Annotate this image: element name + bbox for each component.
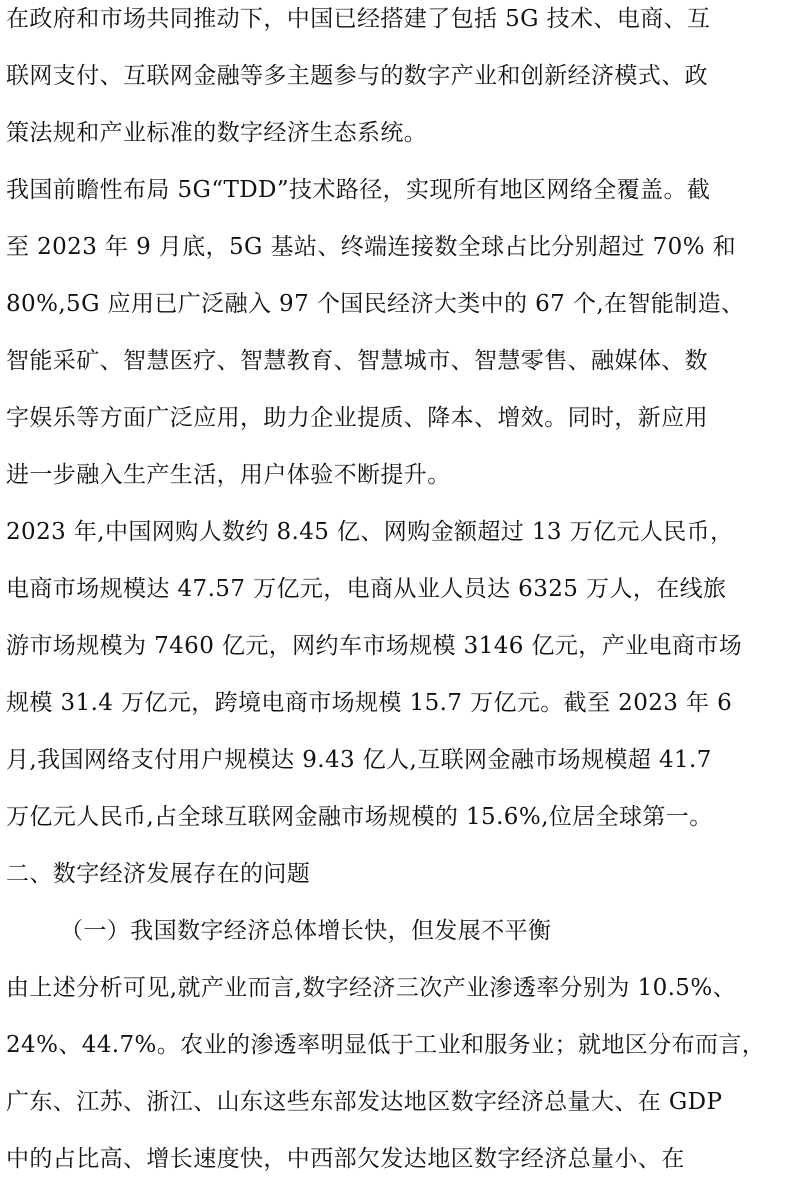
text-line: 我国前瞻性布局 5G“TDD”技术路径，实现所有地区网络全覆盖。截: [6, 177, 711, 203]
text-line: 智能采矿、智慧医疗、智慧教育、智慧城市、智慧零售、融媒体、数: [6, 348, 708, 374]
text-line: 字娱乐等方面广泛应用，助力企业提质、降本、增效。同时，新应用: [6, 405, 708, 431]
text-line: 进一步融入生产生活，用户体验不断提升。: [6, 462, 451, 488]
text-line: 2023 年,中国网购人数约 8.45 亿、网购金额超过 13 万亿元人民币，: [6, 519, 734, 545]
text-line: 万亿元人民币,占全球互联网金融市场规模的 15.6%,位居全球第一。: [6, 804, 713, 830]
text-line: 电商市场规模达 47.57 万亿元，电商从业人员达 6325 万人，在线旅: [6, 576, 727, 602]
text-line: 24%、44.7%。农业的渗透率明显低于工业和服务业；就地区分布而言，: [6, 1032, 766, 1058]
subsection-heading: （一）我国数字经济总体增长快，但发展不平衡: [60, 918, 552, 944]
text-line: 由上述分析可见,就产业而言,数字经济三次产业渗透率分别为 10.5%、: [6, 975, 736, 1001]
text-line: 规模 31.4 万亿元，跨境电商市场规模 15.7 万亿元。截至 2023 年 6: [6, 690, 733, 716]
text-line: 广东、江苏、浙江、山东这些东部发达地区数字经济总量大、在 GDP: [6, 1089, 723, 1115]
text-line: 月,我国网络支付用户规模达 9.43 亿人,互联网金融市场规模超 41.7: [6, 747, 712, 773]
text-line: 至 2023 年 9 月底，5G 基站、终端连接数全球占比分别超过 70% 和: [6, 234, 737, 260]
section-heading: 二、数字经济发展存在的问题: [6, 861, 311, 887]
text-line: 中的占比高、增长速度快，中西部欠发达地区数字经济总量小、在: [6, 1146, 685, 1172]
text-line: 游市场规模为 7460 亿元，网约车市场规模 3146 亿元，产业电商市场: [6, 633, 743, 659]
text-line: 80%,5G 应用已广泛融入 97 个国民经济大类中的 67 个,在智能制造、: [6, 291, 745, 317]
text-line: 策法规和产业标准的数字经济生态系统。: [6, 120, 428, 146]
text-line: 联网支付、互联网金融等多主题参与的数字产业和创新经济模式、政: [6, 63, 708, 89]
text-line: 在政府和市场共同推动下，中国已经搭建了包括 5G 技术、电商、互: [6, 6, 711, 32]
